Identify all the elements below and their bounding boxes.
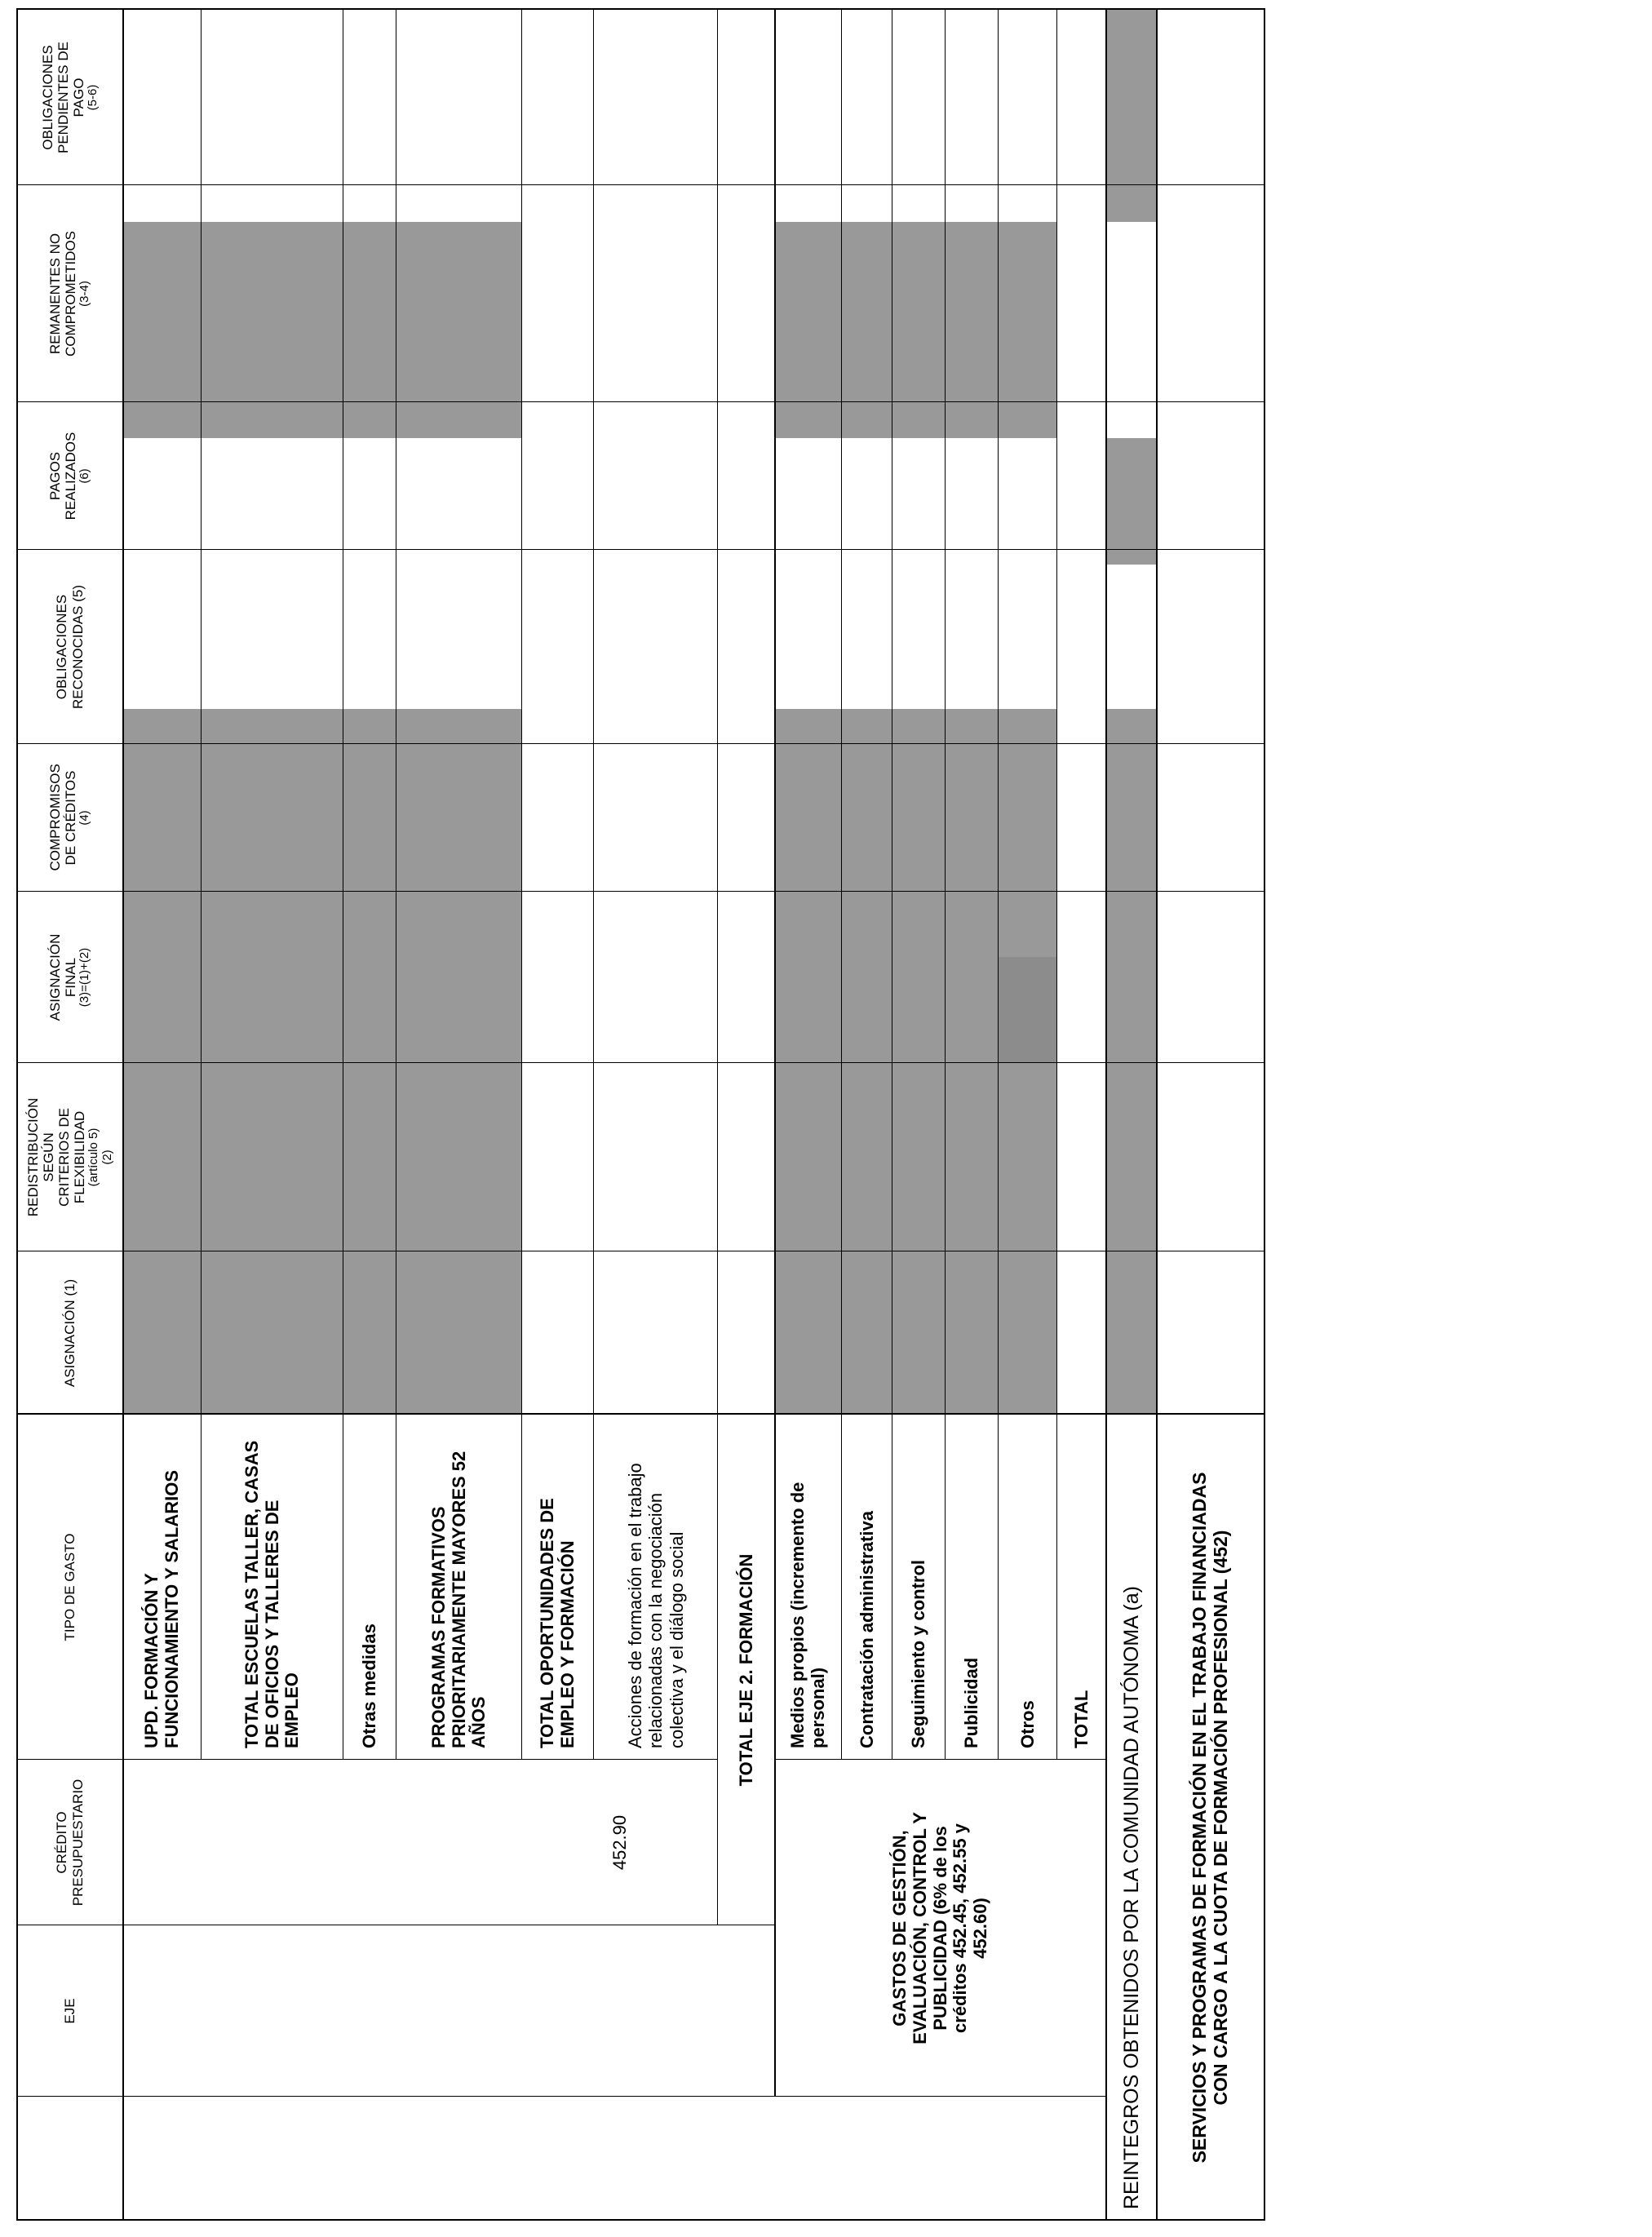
border-left <box>16 2219 1265 2221</box>
border-bottom <box>1264 8 1265 2221</box>
shaded-block-otros-asignacion-final <box>999 957 1057 1063</box>
header-remanentes: REMANENTES NO COMPROMETIDOS (3-4) <box>47 231 92 357</box>
header-tipo-gasto: TIPO DE GASTO <box>61 1533 78 1641</box>
shaded-block-upd-remanentes <box>123 222 522 438</box>
row-otros-label: Otros <box>1016 1700 1038 1748</box>
row-contratacion-label: Contratación administrativa <box>856 1511 877 1748</box>
header-asignacion: ASIGNACIÓN (1) <box>61 1278 78 1388</box>
shaded-block-gastos-remanentes <box>775 222 1057 438</box>
header-obligaciones: OBLIGACIONES RECONOCIDAS (5) <box>54 584 86 710</box>
line-row-1 <box>201 8 202 1760</box>
row-escuelas-label: TOTAL ESCUELAS TALLER, CASAS DE OFICIOS Y TALLERES DE EMPLEO <box>241 1440 303 1748</box>
row-total-oportunidades-label: TOTAL OPORTUNIDADES DE EMPLEO Y FORMACIÓN <box>537 1498 578 1748</box>
row-programas-label: PROGRAMAS FORMATIVOS PRIORITARIAMENTE MAYORES 52 AÑOS <box>428 1451 489 1748</box>
vline-tipo-left-lower <box>775 1759 1106 1760</box>
header-pendientes: OBLIGACIONES PENDIENTES DE PAGO (5-6) <box>39 42 100 153</box>
vline-tipo-left <box>16 1759 718 1760</box>
vline-pendientes-left <box>16 184 1265 185</box>
header-eje: EJE <box>61 1998 78 2024</box>
line-row-10 <box>945 8 946 1760</box>
line-row-5 <box>593 8 594 1760</box>
line-row-8 <box>841 8 842 1760</box>
vline-eje-left <box>16 2096 1106 2097</box>
line-row-4 <box>521 8 522 1760</box>
vline-compromisos-left <box>16 891 1265 892</box>
header-credito: CRÉDITO PRESUPUESTARIO <box>54 1779 86 1907</box>
line-header-bottom <box>122 8 124 2221</box>
row-acciones-label: Acciones de formación en el trabajo relacionadas con la negociación colectiva y el diálogo social <box>625 1463 687 1748</box>
vline-remanentes-left <box>16 401 1265 402</box>
row-publicidad-label: Publicidad <box>961 1657 982 1748</box>
vline-pagos-left <box>16 549 1265 550</box>
row-servicios-label: SERVICIOS Y PROGRAMAS DE FORMACIÓN EN EL TRABAJO FINANCIADAS CON CARGO A LA CUOTA DE FORMACIÓN PROFESIONAL (452) <box>1189 1472 1231 2164</box>
row-total-eje2-label: TOTAL EJE 2. FORMACIÓN <box>735 1553 756 1787</box>
line-row-6 <box>717 8 718 1925</box>
vline-asigfinal-left <box>16 1062 1265 1063</box>
header-pagos: PAGOS REALIZADOS (6) <box>47 432 92 520</box>
row-medios-propios-label: Medios propios (incremento de personal) <box>787 1482 828 1748</box>
row-seguimiento-label: Seguimiento y control <box>908 1559 929 1748</box>
row-gastos-gestion-label: GASTOS DE GESTIÓN, EVALUACIÓN, CONTROL Y PUBLICIDAD (6% de los créditos 452.45, 452.55 y 452.60) <box>889 1812 990 2044</box>
border-top <box>16 8 18 2221</box>
header-asignacion-final: ASIGNACIÓN FINAL (3)=(1)+(2) <box>47 933 92 1021</box>
line-row-12 <box>1056 8 1057 1760</box>
line-reintegros-top <box>1105 8 1107 2221</box>
row-upd-label: UPD. FORMACIÓN Y FUNCIONAMIENTO Y SALARIOS <box>141 1469 182 1748</box>
line-row-11 <box>998 8 999 1760</box>
vline-obligaciones-left <box>16 743 1265 744</box>
line-row-7 <box>774 8 776 2097</box>
vline-asignacion-left <box>16 1413 1265 1415</box>
row-otras-medidas-label: Otras medidas <box>359 1623 380 1748</box>
header-redistribucion: REDISTRIBUCIÓN SEGÚN CRITERIOS DE FLEXIBILIDAD (artículo 5) (2) <box>24 1097 114 1217</box>
line-servicios-top <box>1156 8 1158 2221</box>
header-compromisos: COMPROMISOS DE CRÉDITOS (4) <box>47 764 92 871</box>
row-credito-452-90: 452.90 <box>609 1814 631 1871</box>
border-right <box>16 8 1265 10</box>
row-reintegros-label: REINTEGROS OBTENIDOS POR LA COMUNIDAD AUTÓNOMA (a) <box>1119 1586 1143 2209</box>
shaded-reintegros-pendientes <box>1106 10 1157 222</box>
shaded-reintegros-obligaciones <box>1106 438 1157 565</box>
row-total-label: TOTAL <box>1070 1690 1092 1748</box>
